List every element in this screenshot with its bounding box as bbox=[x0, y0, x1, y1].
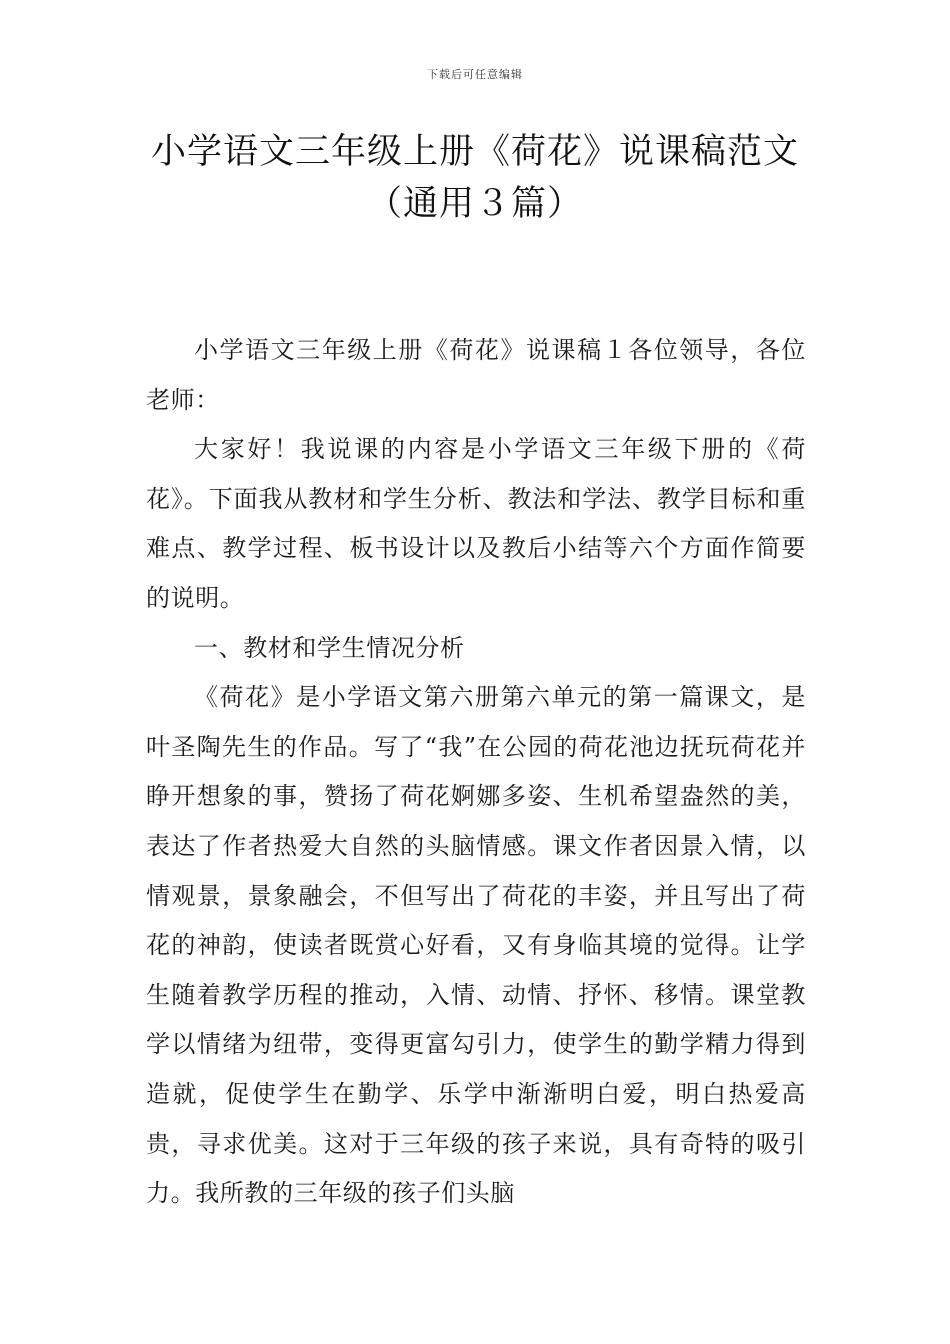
paragraph-intro: 大家好！我说课的内容是小学语文三年级下册的《荷花》。下面我从教材和学生分析、教法和学法、教学目标和重难点、教学过程、板书设计以及教后小结等六个方面作简要的说明。 bbox=[146, 435, 806, 612]
title-line-1: 小学语文三年级上册《荷花》说课稿范文 bbox=[150, 132, 799, 172]
header-note: 下载后可任意编辑 bbox=[427, 68, 523, 81]
paragraph-greeting: 小学语文三年级上册《荷花》说课稿１各位领导，各位老师： bbox=[146, 336, 806, 414]
document-title bbox=[100, 126, 850, 230]
paragraph-analysis: 《荷花》是小学语文第六册第六单元的第一篇课文，是叶圣陶先生的作品。写了“我”在公园的荷花池边抚玩荷花并睁开想象的事，赞扬了荷花婀娜多姿、生机希望盎然的美，表达了作者热爱大自然的头脑情感。课文作者因景入情，以情观景，景象融会，不但写出了荷花的丰姿，并且写出了荷花的神韵，使读者既赏心好看，又有身临其境的觉得。让学生随着教学历程的推动，入情、动情、抒怀、移情。课堂教学以情绪为纽带，变得更富勾引力，使学生的勤学精力得到造就，促使学生在勤学、乐学中渐渐明白爱，明白热爱高贵，寻求优美。这对于三年级的孩子来说，具有奇特的吸引力。我所教的三年级的孩子们头脑 bbox=[146, 683, 806, 1208]
document-body bbox=[146, 326, 806, 1219]
section-heading: 一、教材和学生情况分析 bbox=[194, 633, 465, 662]
title-line-2: （通用３篇） bbox=[366, 184, 583, 224]
